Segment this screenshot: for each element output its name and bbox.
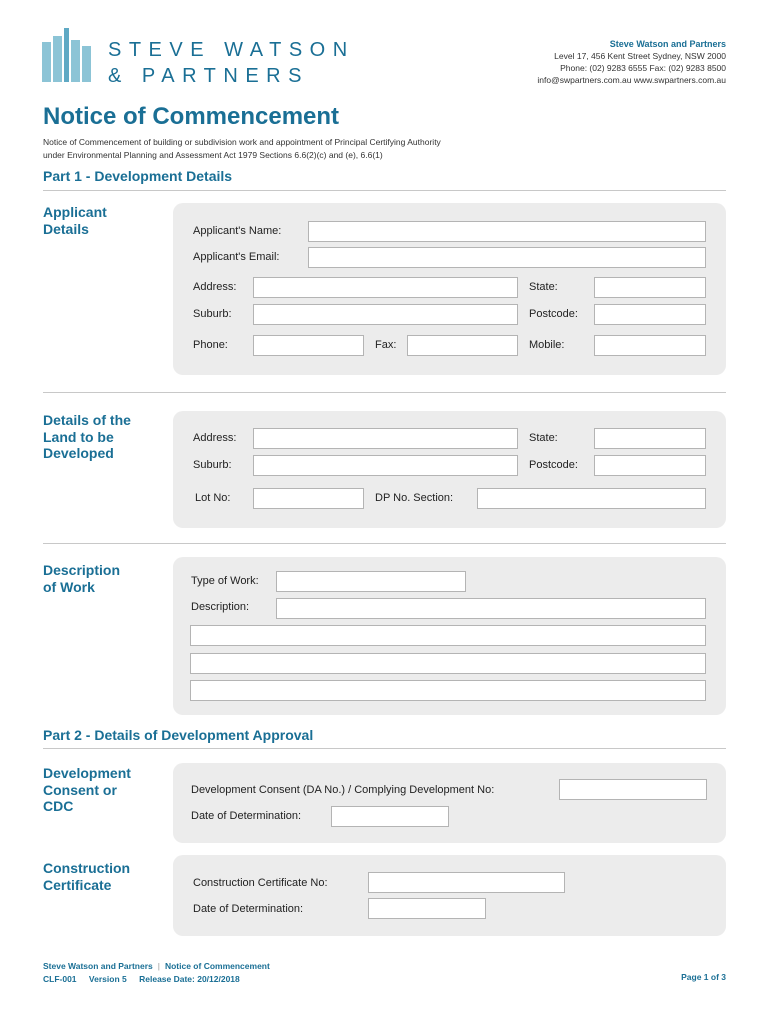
applicant-name-label: Applicant's Name:	[193, 225, 282, 237]
land-section-label: Details of the Land to be Developed	[43, 412, 131, 461]
applicant-state-label: State:	[529, 281, 558, 293]
page-title: Notice of Commencement	[43, 103, 340, 130]
consent-date-label: Date of Determination:	[191, 810, 302, 822]
consent-panel	[173, 763, 726, 843]
work-description-line2-input[interactable]	[190, 625, 706, 646]
land-suburb-input[interactable]	[253, 455, 518, 476]
divider	[43, 543, 726, 544]
logo-line2: & PARTNERS	[108, 65, 309, 87]
applicant-fax-input[interactable]	[407, 335, 518, 356]
firm-address: Level 17, 456 Kent Street Sydney, NSW 2000	[554, 51, 726, 61]
land-lot-label: Lot No:	[195, 492, 231, 504]
firm-name: Steve Watson and Partners	[609, 39, 726, 49]
part2-heading: Part 2 - Details of Development Approval	[43, 727, 314, 743]
page-subtitle	[43, 136, 563, 161]
work-type-label: Type of Work:	[191, 575, 259, 587]
land-dp-input[interactable]	[477, 488, 706, 509]
cc-section-label: Construction Certificate	[43, 860, 131, 893]
subtitle-line2: under Environmental Planning and Assessment Act 1979 Sections 6.6(2)(c) and (e), 6.6(1)	[43, 149, 383, 160]
divider	[43, 392, 726, 393]
applicant-email-input[interactable]	[308, 247, 706, 268]
divider	[43, 190, 726, 191]
land-panel	[173, 411, 726, 528]
applicant-postcode-label: Postcode:	[529, 308, 578, 320]
firm-web: info@swpartners.com.au www.swpartners.com.au	[537, 75, 726, 85]
applicant-section-label: Applicant Details	[43, 204, 107, 237]
logo-mark-icon	[42, 28, 92, 82]
applicant-fax-label: Fax:	[375, 339, 397, 351]
footer-firm: Steve Watson and Partners	[43, 961, 153, 971]
cc-date-input[interactable]	[368, 898, 486, 919]
footer-doc: Notice of Commencement	[164, 961, 270, 971]
part1-heading: Part 1 - Development Details	[43, 168, 233, 184]
cc-number-input[interactable]	[368, 872, 565, 893]
applicant-phone-label: Phone:	[193, 339, 228, 351]
consent-da-label: Development Consent (DA No.) / Complying Development No:	[191, 784, 495, 796]
work-description-line3-input[interactable]	[190, 653, 706, 674]
land-address-input[interactable]	[253, 428, 518, 449]
land-state-label: State:	[529, 432, 558, 444]
land-postcode-label: Postcode:	[529, 459, 578, 471]
applicant-address-label: Address:	[193, 281, 237, 293]
land-postcode-input[interactable]	[594, 455, 706, 476]
logo-line1: STEVE WATSON	[108, 39, 355, 61]
applicant-postcode-input[interactable]	[594, 304, 706, 325]
work-description-label: Description:	[191, 601, 250, 613]
firm-contact-block	[537, 38, 726, 86]
cc-date-label: Date of Determination:	[193, 903, 304, 915]
work-description-line4-input[interactable]	[190, 680, 706, 701]
work-type-input[interactable]	[276, 571, 466, 592]
footer-version: Version 5	[88, 974, 127, 984]
applicant-address-input[interactable]	[253, 277, 518, 298]
work-section-label: Description of Work	[43, 562, 121, 595]
applicant-suburb-input[interactable]	[253, 304, 518, 325]
applicant-suburb-label: Suburb:	[193, 308, 232, 320]
land-lot-input[interactable]	[253, 488, 364, 509]
firm-phone-fax: Phone: (02) 9283 6555 Fax: (02) 9283 8500	[560, 63, 726, 73]
applicant-panel	[173, 203, 726, 375]
cc-number-label: Construction Certificate No:	[193, 877, 328, 889]
applicant-email-label: Applicant's Email:	[193, 251, 280, 263]
subtitle-line1: Notice of Commencement of building or subdivision work and appointment of Principal Certifying Authority	[43, 137, 441, 147]
land-dp-label: DP No. Section:	[375, 492, 454, 504]
applicant-mobile-label: Mobile:	[529, 339, 565, 351]
applicant-name-input[interactable]	[308, 221, 706, 242]
applicant-state-input[interactable]	[594, 277, 706, 298]
work-description-input[interactable]	[276, 598, 706, 619]
applicant-phone-input[interactable]	[253, 335, 364, 356]
consent-section-label: Development Consent or CDC	[43, 765, 131, 814]
applicant-mobile-input[interactable]	[594, 335, 706, 356]
consent-da-input[interactable]	[559, 779, 707, 800]
divider	[43, 748, 726, 749]
land-state-input[interactable]	[594, 428, 706, 449]
land-suburb-label: Suburb:	[193, 459, 232, 471]
land-address-label: Address:	[193, 432, 237, 444]
consent-date-input[interactable]	[331, 806, 449, 827]
work-panel	[173, 557, 726, 715]
footer-release: Release Date: 20/12/2018	[139, 974, 240, 984]
footer-separator: |	[157, 961, 160, 971]
footer-page-number: Page 1 of 3	[681, 972, 726, 982]
cc-panel	[173, 855, 726, 936]
footer-left	[43, 960, 270, 986]
footer-code: CLF-001	[43, 974, 77, 984]
